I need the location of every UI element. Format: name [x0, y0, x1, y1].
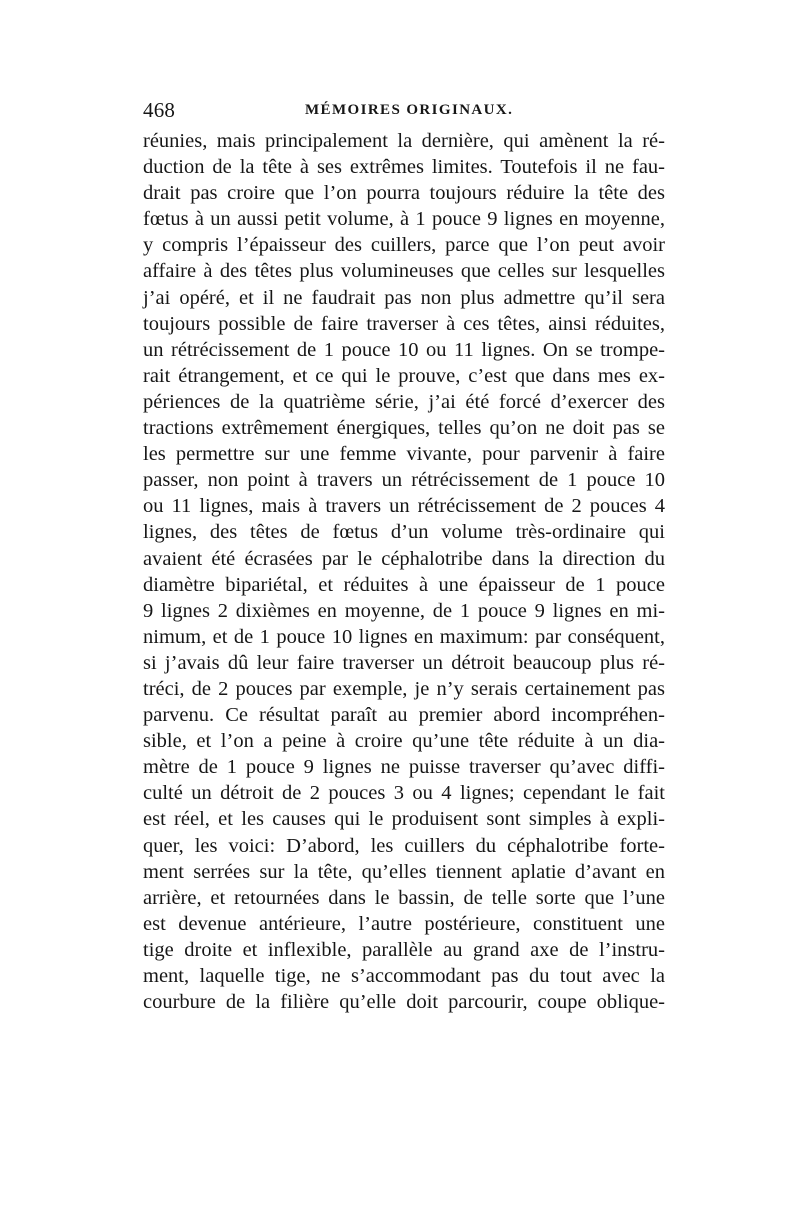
- text-line: tréci, de 2 pouces par exemple, je n’y serais certainement pas: [143, 677, 665, 700]
- text-line: est devenue antérieure, l’autre postérieure, constituent une: [143, 912, 665, 935]
- text-line: avaient été écrasées par le céphalotribe dans la direction du: [143, 547, 665, 570]
- text-line: rait étrangement, et ce qui le prouve, c’est que dans mes ex-: [143, 364, 665, 387]
- text-line: réunies, mais principalement la dernière, qui amènent la ré-: [143, 130, 665, 152]
- text-line: diamètre bipariétal, et réduites à une épaisseur de 1 pouce: [143, 573, 665, 596]
- text-line: fœtus à un aussi petit volume, à 1 pouce 9 lignes en moyenne,: [143, 208, 665, 231]
- text-line: périences de la quatrième série, j’ai été forcé d’exercer des: [143, 390, 665, 413]
- text-line: drait pas croire que l’on pourra toujours réduire la tête des: [143, 182, 665, 205]
- page-header: [143, 92, 663, 128]
- text-line: quer, les voici: D’abord, les cuillers du céphalotribe forte-: [143, 834, 665, 857]
- text-line: nimum, et de 1 pouce 10 lignes en maximum: par conséquent,: [143, 625, 665, 648]
- text-line: parvenu. Ce résultat paraît au premier abord incompréhen-: [143, 704, 665, 727]
- text-line: toujours possible de faire traverser à ces têtes, ainsi réduites,: [143, 312, 665, 335]
- text-line: arrière, et retournées dans le bassin, de telle sorte que l’une: [143, 886, 665, 909]
- body-text: [143, 128, 665, 1015]
- text-line: tige droite et inflexible, parallèle au grand axe de l’instru-: [143, 938, 665, 961]
- text-line: passer, non point à travers un rétrécissement de 1 pouce 10: [143, 469, 665, 492]
- text-line: culté un détroit de 2 pouces 3 ou 4 lignes; cependant le fait: [143, 782, 665, 805]
- text-line: tractions extrêmement énergiques, telles qu’on ne doit pas se: [143, 417, 665, 440]
- text-line: courbure de la filière qu’elle doit parcourir, coupe oblique-: [143, 991, 665, 1014]
- text-line: affaire à des têtes plus volumineuses que celles sur lesquelles: [143, 260, 665, 283]
- text-line: si j’avais dû leur faire traverser un détroit beaucoup plus ré-: [143, 651, 665, 674]
- text-line: mètre de 1 pouce 9 lignes ne puisse traverser qu’avec diffi-: [143, 756, 665, 779]
- text-line: ment, laquelle tige, ne s’accommodant pas du tout avec la: [143, 965, 665, 987]
- text-line: un rétrécissement de 1 pouce 10 ou 11 lignes. On se trompe-: [143, 338, 665, 361]
- text-line: duction de la tête à ses extrêmes limites. Toutefois il ne fau-: [143, 156, 665, 179]
- text-line: sible, et l’on a peine à croire qu’une tête réduite à un dia-: [143, 730, 665, 753]
- text-line: ment serrées sur la tête, qu’elles tiennent aplatie d’avant en: [143, 860, 665, 883]
- page-number: 468: [143, 98, 176, 122]
- running-head: MÉMOIRES ORIGINAUX.: [305, 102, 514, 118]
- text-line: lignes, des têtes de fœtus d’un volume très-ordinaire qui: [143, 521, 665, 544]
- text-line: les permettre sur une femme vivante, pour parvenir à faire: [143, 443, 665, 466]
- text-line: j’ai opéré, et il ne faudrait pas non plus admettre qu’il sera: [143, 286, 665, 309]
- text-line: y compris l’épaisseur des cuillers, parce que l’on peut avoir: [143, 234, 665, 257]
- text-line: est réel, et les causes qui le produisent sont simples à expli-: [143, 808, 665, 831]
- text-line: ou 11 lignes, mais à travers un rétrécissement de 2 pouces 4: [143, 495, 665, 518]
- text-line: 9 lignes 2 dixièmes en moyenne, de 1 pouce 9 lignes en mi-: [143, 599, 665, 622]
